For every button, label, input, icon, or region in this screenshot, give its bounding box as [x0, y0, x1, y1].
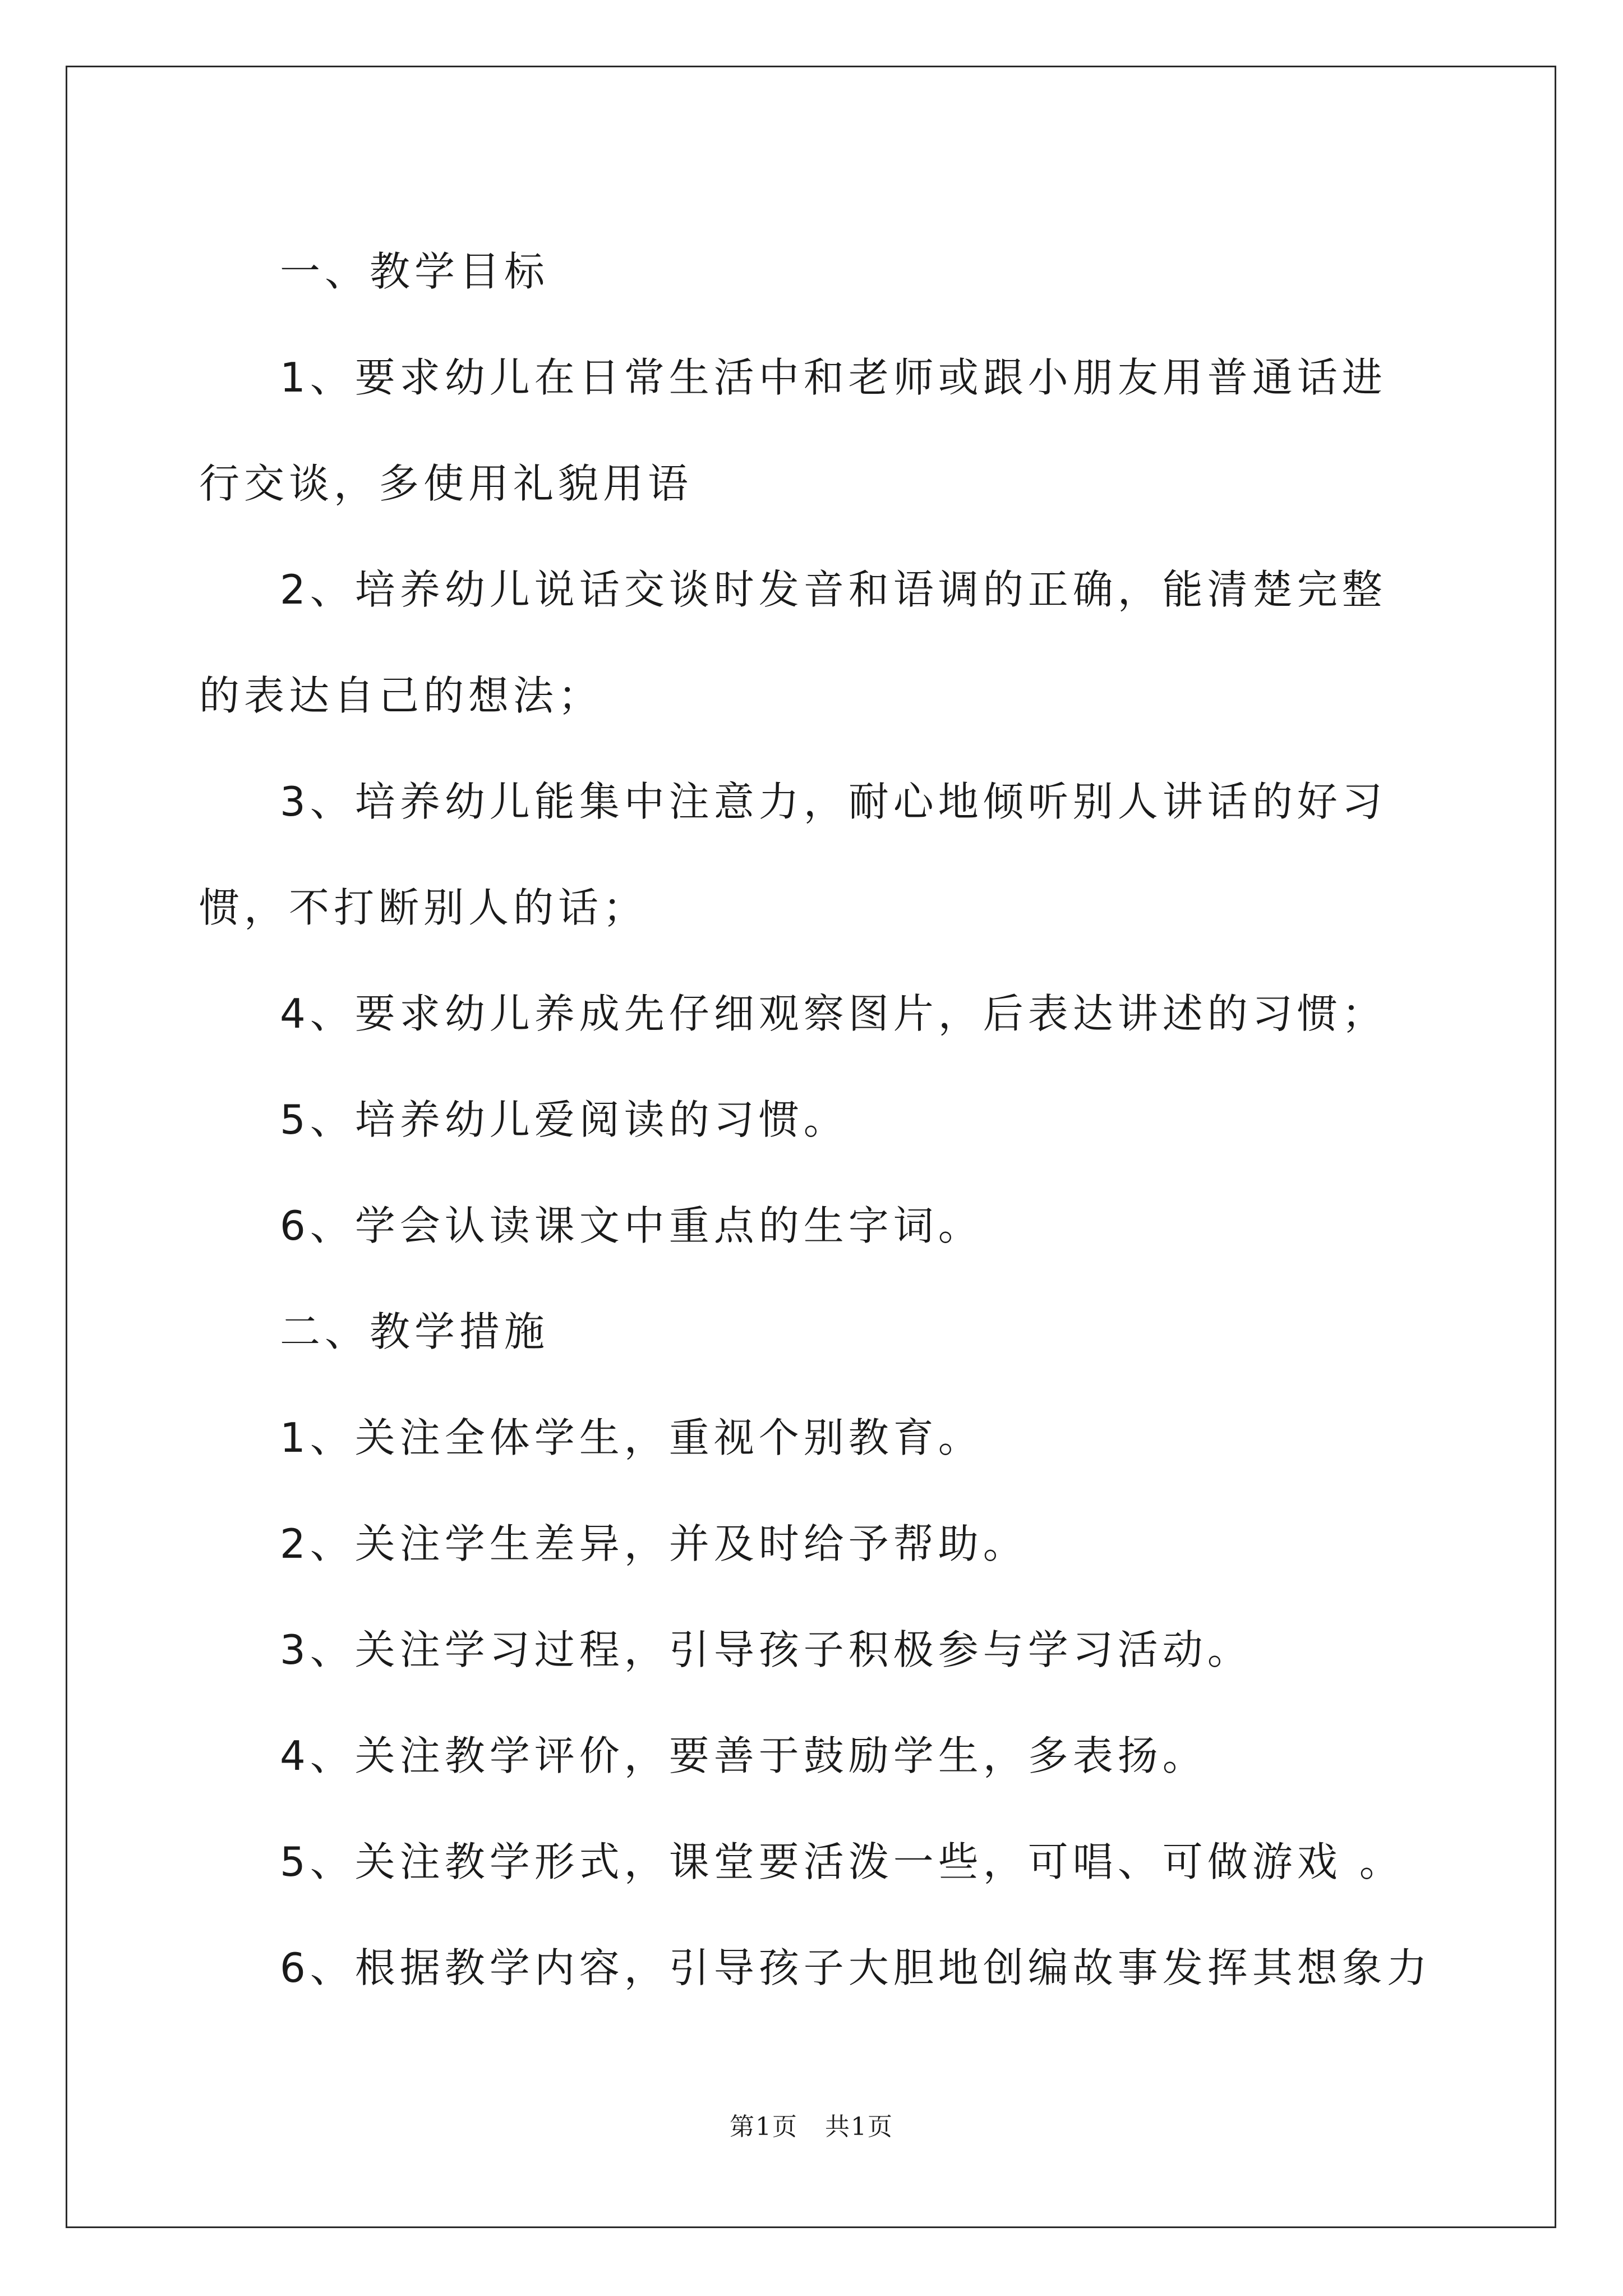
- goal-item-5: 5、培养幼儿爱阅读的习惯。: [280, 1096, 849, 1143]
- page-number-total: 共1页: [825, 2113, 893, 2141]
- goal-item-2: 2、培养幼儿说话交谈时发音和语调的正确，能清楚完整的表达自己的想法；: [199, 566, 1387, 719]
- goal-item-1: 1、要求幼儿在日常生活中和老师或跟小朋友用普通话进行交谈，多使用礼貌用语: [199, 354, 1387, 507]
- measure-item-2: 2、关注学生差异，并及时给予帮助。: [280, 1520, 1028, 1567]
- goal-item-3: 3、培养幼儿能集中注意力，耐心地倾听别人讲话的好习惯，不打断别人的话；: [199, 778, 1387, 931]
- measure-item-3: 3、关注学习过程，引导孩子积极参与学习活动。: [280, 1626, 1252, 1673]
- section-heading-goals: 一、教学目标: [280, 248, 550, 295]
- measure-item-4: 4、关注教学评价，要善于鼓励学生，多表扬。: [280, 1732, 1207, 1779]
- section-heading-measures: 二、教学措施: [280, 1308, 550, 1355]
- document-body: [199, 219, 1432, 2021]
- page-number-current: 第1页: [730, 2113, 798, 2141]
- goal-item-6: 6、学会认读课文中重点的生字词。: [280, 1202, 983, 1249]
- measure-item-1: 1、关注全体学生，重视个别教育。: [280, 1414, 983, 1461]
- measure-item-5: 5、关注教学形式，课堂要活泼一些，可唱、可做游戏 。: [280, 1838, 1404, 1885]
- page-footer: [0, 2106, 1623, 2142]
- measure-item-6: 6、根据教学内容，引导孩子大胆地创编故事发挥其想象力: [280, 1944, 1432, 1991]
- goal-item-4: 4、要求幼儿养成先仔细观察图片，后表达讲述的习惯；: [280, 990, 1387, 1037]
